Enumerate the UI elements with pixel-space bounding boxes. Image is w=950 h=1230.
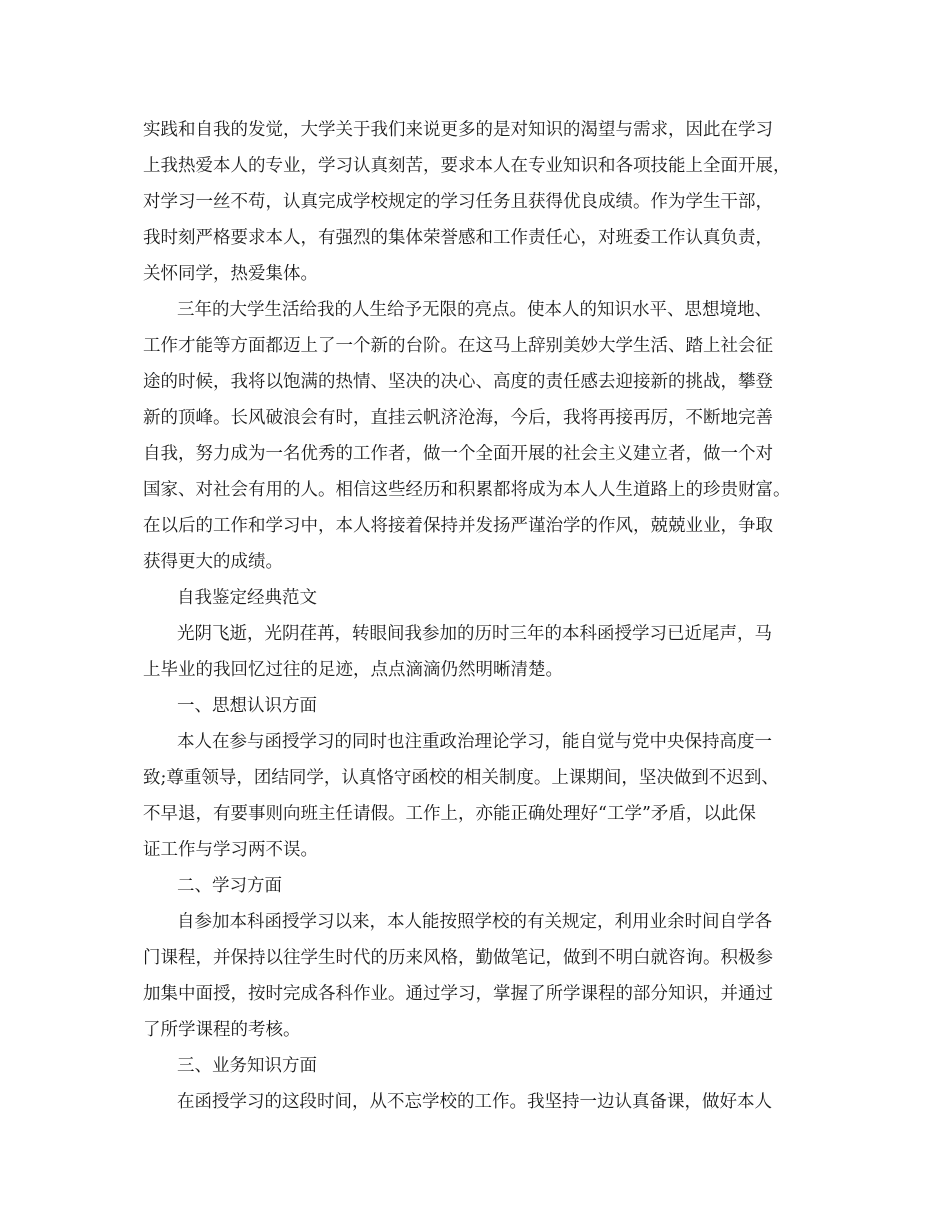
section-title: 自我鉴定经典范文 [177,588,317,608]
text-line: 在以后的工作和学习中，本人将接着保持并发扬严谨治学的作风，兢兢业业，争取 [143,516,773,536]
text-line: 了所学课程的考核。 [143,1020,301,1040]
text-line: 上我热爱本人的专业，学习认真刻苦，要求本人在专业知识和各项技能上全面开展， [143,156,791,176]
paragraph-first-line: 本人在参与函授学习的同时也注重政治理论学习，能自觉与党中央保持高度一 [177,732,772,752]
text-line: 门课程，并保持以往学生时代的历来风格，勤做笔记，做到不明白就咨询。积极参 [143,948,773,968]
text-line: 新的顶峰。长风破浪会有时，直挂云帆济沧海，今后，我将再接再厉，不断地完善 [143,408,773,428]
section-heading: 一、思想认识方面 [177,696,317,716]
text-line: 实践和自我的发觉，大学关于我们来说更多的是对知识的渴望与需求，因此在学习 [143,120,773,140]
text-line: 工作才能等方面都迈上了一个新的台阶。在这马上辞别美妙大学生活、踏上社会征 [143,336,773,356]
text-line: 证工作与学习两不误。 [143,840,318,860]
text-line: 我时刻严格要求本人，有强烈的集体荣誉感和工作责任心，对班委工作认真负责， [143,228,773,248]
paragraph-first-line: 三年的大学生活给我的人生给予无限的亮点。使本人的知识水平、思想境地、 [177,300,772,320]
text-line: 加集中面授，按时完成各科作业。通过学习，掌握了所学课程的部分知识，并通过 [143,984,773,1004]
text-line: 致;尊重领导，团结同学，认真恪守函校的相关制度。上课期间，坚决做到不迟到、 [143,768,779,788]
text-line: 国家、对社会有用的人。相信这些经历和积累都将成为本人人生道路上的珍贵财富。 [143,480,791,500]
text-line: 途的时候，我将以饱满的热情、坚决的决心、高度的责任感去迎接新的挑战，攀登 [143,372,773,392]
paragraph-first-line: 自参加本科函授学习以来，本人能按照学校的有关规定，利用业余时间自学各 [177,912,772,932]
text-line: 关怀同学，热爱集体。 [143,264,318,284]
text-line: 对学习一丝不苟，认真完成学校规定的学习任务且获得优良成绩。作为学生干部， [143,192,773,212]
text-line: 获得更大的成绩。 [143,552,283,572]
section-heading: 二、学习方面 [177,876,282,896]
paragraph-first-line: 光阴飞逝，光阴荏苒，转眼间我参加的历时三年的本科函授学习已近尾声，马 [177,624,772,644]
section-heading: 三、业务知识方面 [177,1056,317,1076]
text-line: 自我，努力成为一名优秀的工作者，做一个全面开展的社会主义建立者，做一个对 [143,444,773,464]
text-line: 不早退，有要事则向班主任请假。工作上，亦能正确处理好“工学”矛盾，以此保 [143,804,756,824]
paragraph-first-line: 在函授学习的这段时间，从不忘学校的工作。我坚持一边认真备课，做好本人 [177,1092,772,1112]
text-line: 上毕业的我回忆过往的足迹，点点滴滴仍然明晰清楚。 [143,660,563,680]
